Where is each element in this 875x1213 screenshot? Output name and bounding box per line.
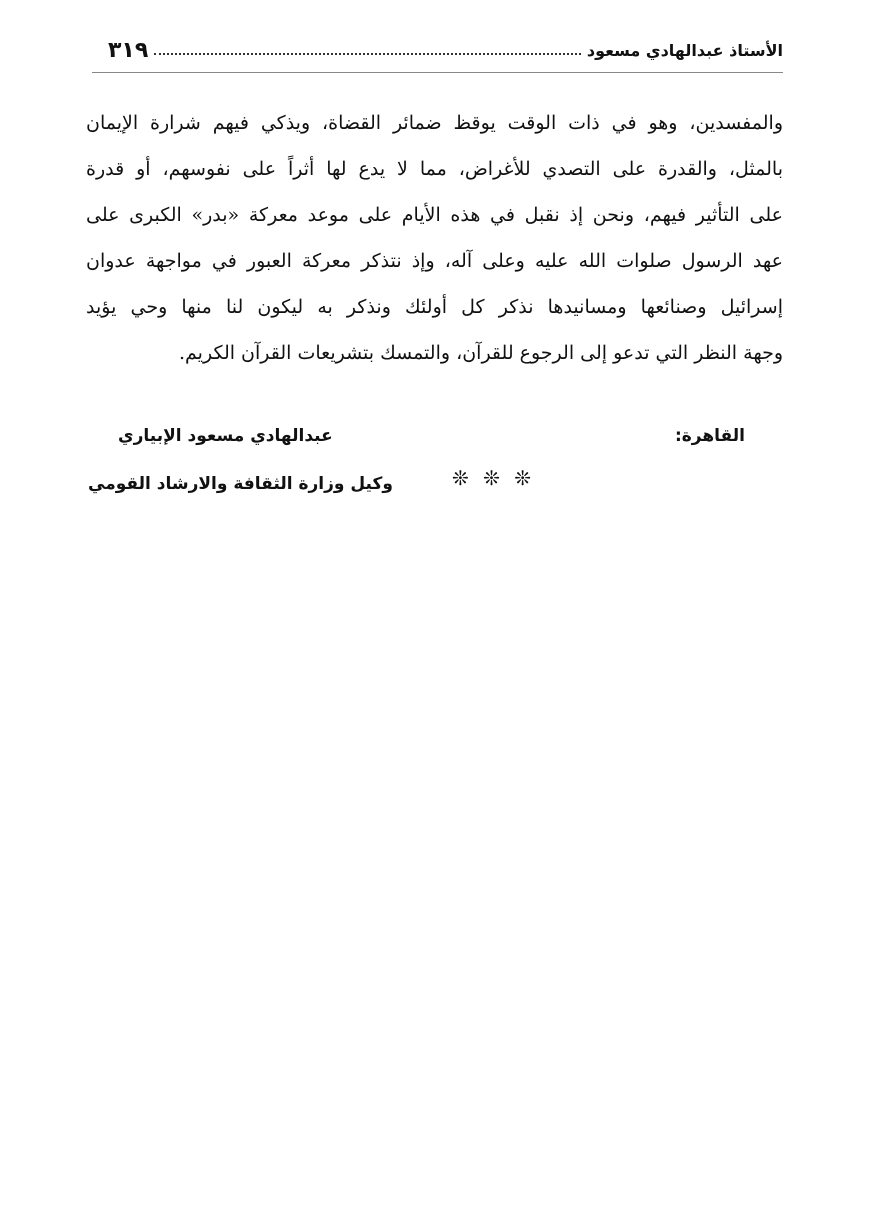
place-label: القاهرة: <box>674 426 745 446</box>
text-line: إسرائيل وصنائعها ومسانيدها نذكر كل أولئك ونذكر به ليكون لنا منها وحي يؤيد <box>86 296 783 318</box>
header-rule <box>92 72 783 73</box>
running-header <box>108 34 783 66</box>
signer-title: وكيل وزارة الثقافة والارشاد القومي <box>88 474 393 494</box>
page-number: ٣١٩ <box>108 37 149 63</box>
signer-name: عبدالهادي مسعود الإبياري <box>118 426 333 446</box>
text-line: على التأثير فيهم، ونحن إذ نقبل في هذه الأيام على موعد معركة «بدر» الكبرى على <box>86 204 783 226</box>
running-title: الأستاذ عبدالهادي مسعود <box>586 40 783 60</box>
body-text <box>86 100 783 376</box>
text-line: عهد الرسول صلوات الله عليه وعلى آله، وإذ نتذكر معركة العبور في مواجهة عدوان <box>86 250 783 272</box>
dotted-leader <box>154 53 581 55</box>
text-line: وجهة النظر التي تدعو إلى الرجوع للقرآن، والتمسك بتشريعات القرآن الكريم. <box>179 342 783 364</box>
text-line: بالمثل، والقدرة على التصدي للأغراض، مما لا يدع لها أثراً على نفوسهم، أو قدرة <box>86 158 783 180</box>
text-line: والمفسدين، وهو في ذات الوقت يوقظ ضمائر القضاة، ويذكي فيهم شرارة الإيمان <box>86 112 783 134</box>
signature-block <box>88 418 745 518</box>
decorative-stars: ❊ ❊ ❊ <box>452 466 535 490</box>
